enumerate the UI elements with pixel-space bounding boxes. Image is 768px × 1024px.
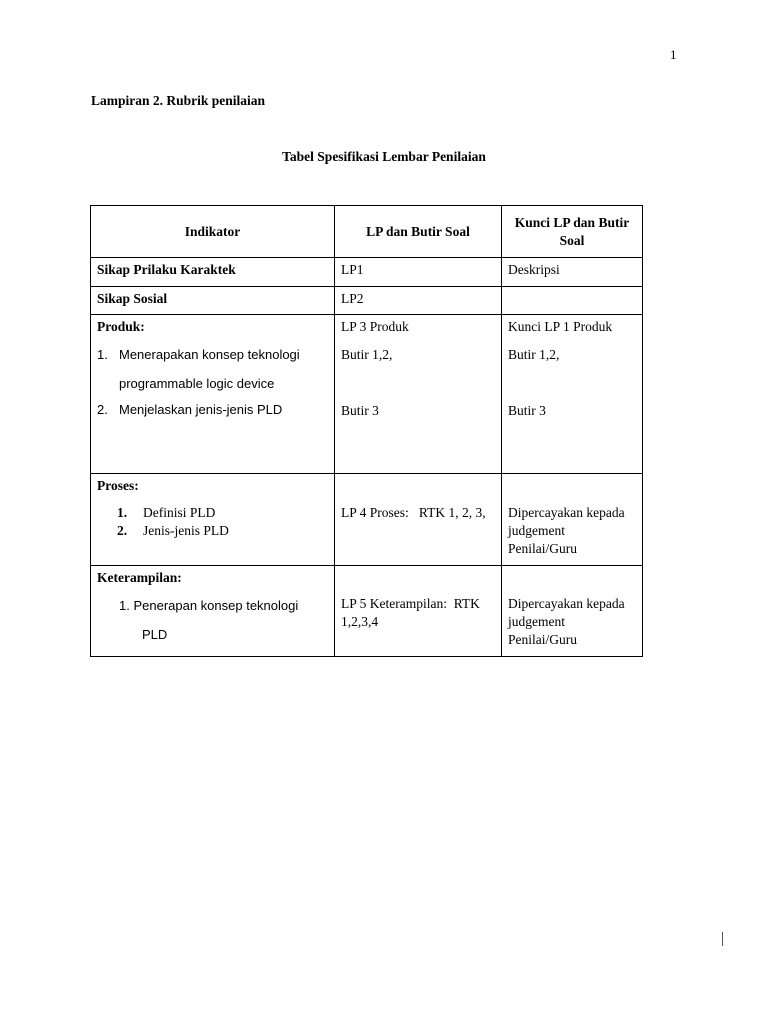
header-indikator: Indikator: [91, 206, 335, 258]
lp-sikap-karakter: LP1: [335, 258, 502, 287]
row-produk: [91, 315, 643, 474]
text-cursor: [722, 932, 723, 946]
kunci-sikap-karakter: Deskripsi: [502, 258, 643, 287]
proses-item-2: [117, 522, 328, 540]
indicator-proses: [91, 474, 335, 566]
produk-item-2: [97, 401, 328, 419]
lp-keterampilan-text: [341, 595, 495, 631]
kunci-keterampilan-line1: Dipercayakan kepada: [508, 596, 625, 611]
lp-produk-butir-1: Butir 1,2,: [341, 347, 393, 362]
indicator-produk: [91, 315, 335, 474]
lp-produk: [335, 315, 502, 474]
header-row: [91, 206, 643, 258]
kunci-keterampilan-line2: judgement: [508, 614, 565, 629]
produk-item-1: [97, 346, 328, 393]
kunci-produk-title: Kunci LP 1 Produk: [508, 319, 613, 334]
kunci-keterampilan: [502, 566, 643, 657]
kunci-produk-butir-1: Butir 1,2,: [508, 347, 560, 362]
lp-keterampilan-line1: LP 5 Keterampilan: RTK: [341, 596, 480, 611]
produk-item-1-number: 1.: [97, 347, 108, 362]
row-keterampilan: [91, 566, 643, 657]
produk-item-1-line1: Menerapakan konsep teknologi: [119, 347, 300, 362]
lp-sikap-sosial: LP2: [335, 287, 502, 315]
keterampilan-label: Keterampilan:: [97, 570, 182, 585]
kunci-proses-line1: Dipercayakan kepada: [508, 505, 625, 520]
keterampilan-item-1-line1: 1. Penerapan konsep teknologi: [119, 598, 299, 613]
proses-item-1-number: 1.: [117, 505, 128, 520]
row-sikap-karakter: [91, 258, 643, 287]
lp-keterampilan: [335, 566, 502, 657]
indicator-sikap-karakter: Sikap Prilaku Karaktek: [91, 258, 335, 287]
produk-label: Produk:: [97, 319, 145, 334]
lp-proses: [335, 474, 502, 566]
kunci-keterampilan-text: [508, 595, 636, 649]
kunci-sikap-sosial: [502, 287, 643, 315]
produk-item-2-text: Menjelaskan jenis-jenis PLD: [119, 402, 283, 417]
proses-label: Proses:: [97, 478, 139, 493]
kunci-produk-butir-2: Butir 3: [508, 403, 546, 418]
kunci-proses-text: [508, 504, 636, 558]
produk-item-2-number: 2.: [97, 402, 108, 417]
proses-list: [97, 504, 328, 540]
page-number: 1: [670, 47, 677, 62]
kunci-proses: [502, 474, 643, 566]
indicator-sikap-sosial: Sikap Sosial: [91, 287, 335, 315]
lp-produk-butir-2: Butir 3: [341, 403, 379, 418]
proses-item-2-text: Jenis-jenis PLD: [143, 523, 229, 538]
specification-table: [90, 205, 643, 657]
table-title: Tabel Spesifikasi Lembar Penilaian: [282, 149, 486, 164]
proses-item-2-number: 2.: [117, 523, 128, 538]
produk-item-1-line2: programmable logic device: [119, 376, 275, 391]
header-kunci-lp: Kunci LP dan Butir Soal: [502, 206, 643, 258]
kunci-keterampilan-line3: Penilai/Guru: [508, 632, 577, 647]
kunci-proses-line3: Penilai/Guru: [508, 541, 577, 556]
proses-item-1: [117, 504, 328, 522]
lp-keterampilan-line2: 1,2,3,4: [341, 614, 379, 629]
row-sikap-sosial: [91, 287, 643, 315]
indicator-keterampilan: [91, 566, 335, 657]
header-lp-butir-soal: LP dan Butir Soal: [335, 206, 502, 258]
lp-produk-title: LP 3 Produk: [341, 319, 409, 334]
proses-item-1-text: Definisi PLD: [143, 505, 216, 520]
appendix-heading: Lampiran 2. Rubrik penilaian: [91, 93, 266, 108]
kunci-proses-line2: judgement: [508, 523, 565, 538]
row-proses: [91, 474, 643, 566]
lp-proses-text: LP 4 Proses: RTK 1, 2, 3,: [341, 505, 486, 520]
kunci-produk: [502, 315, 643, 474]
keterampilan-item-1-line2: PLD: [142, 627, 168, 642]
